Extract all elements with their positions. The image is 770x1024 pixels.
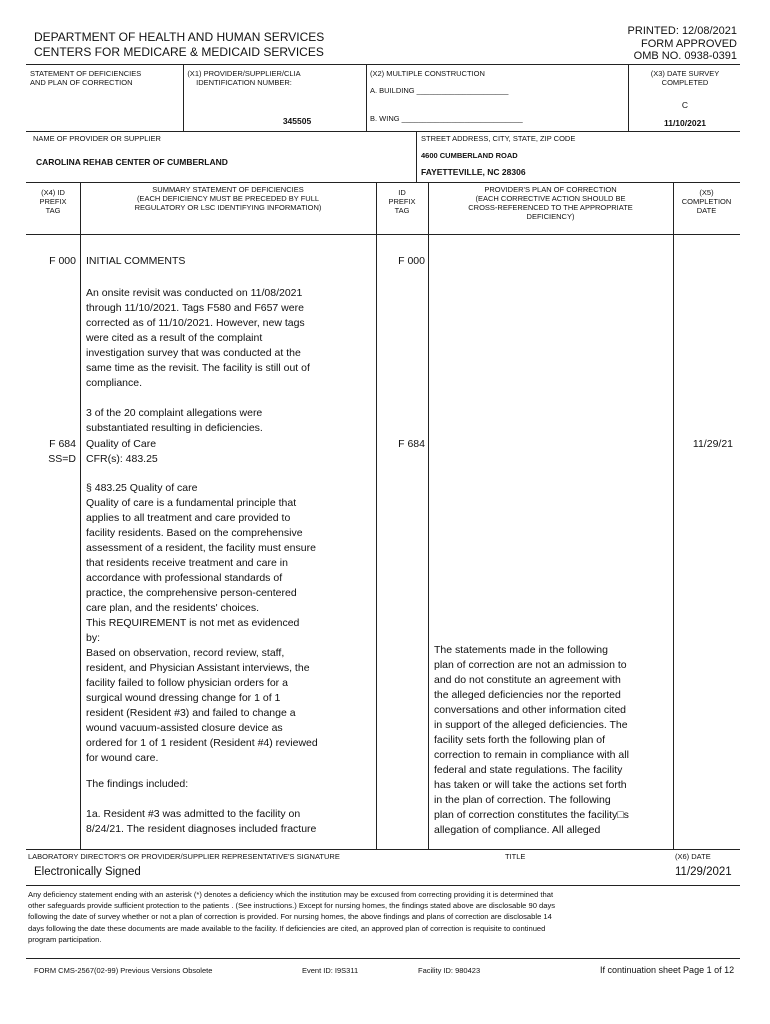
signature-label: LABORATORY DIRECTOR'S OR PROVIDER/SUPPLIER REPRESENTATIVE'S SIGNATURE: [28, 852, 340, 861]
signature-date-label: (X6) DATE: [675, 852, 711, 861]
tag-f000-right: F 000: [398, 255, 425, 267]
signature-date: 11/29/2021: [675, 866, 732, 878]
summary-header: SUMMARY STATEMENT OF DEFICIENCIES (EACH DEFICIENCY MUST BE PRECEDED BY FULL REGULATORY OR LSC IDENTIFYING INFORMATION): [134, 185, 322, 212]
id-prefix-header: ID PREFIX TAG: [388, 188, 416, 215]
building-field: A. BUILDING ______________________: [370, 86, 509, 95]
provider-name: CAROLINA REHAB CENTER OF CUMBERLAND: [36, 157, 228, 167]
findings-heading: The findings included:: [86, 778, 189, 790]
omb-number: OMB NO. 0938-0391: [633, 50, 737, 62]
printed-date: PRINTED: 12/08/2021: [627, 25, 737, 37]
x4-header: (X4) ID PREFIX TAG: [39, 188, 67, 215]
x5-header: (X5) COMPLETION DATE: [681, 188, 732, 215]
tag-f000-left: F 000: [49, 255, 76, 267]
title-label: TITLE: [505, 852, 526, 861]
x1-label: (X1) PROVIDER/SUPPLIER/CLIA IDENTIFICATION NUMBER:: [187, 69, 301, 87]
plan-of-correction-text: The statements made in the following plan of correction are not an admission to and do not constitute an agreement with the alleged deficiencies nor the reported conversations and other information cited in support of the alleged deficiencies. The facility sets forth the following plan of correction to remain in compliance with all federal and state regulations. The facility has taken or will take the actions set forth in the plan of correction. The following plan of correction constitutes the facility□s allegation of compliance. All alleged: [434, 644, 629, 836]
form-info: [628, 25, 737, 63]
tag-f684-left: F 684: [49, 438, 76, 450]
statement-label: STATEMENT OF DEFICIENCIES AND PLAN OF CORRECTION: [30, 69, 142, 87]
department-line-2: CENTERS FOR MEDICARE & MEDICAID SERVICES: [34, 45, 324, 59]
form-approved: FORM APPROVED: [641, 37, 737, 50]
revisit-paragraph: An onsite revisit was conducted on 11/08/2021 through 11/10/2021. Tags F580 and F657 were corrected as of 11/10/2021. However, new tags were cited as a result of the complaint investigation survey that was conducted at the same time as the revisit. The facility is still out of compliance.: [86, 287, 310, 389]
tag-f684-right: F 684: [398, 438, 425, 450]
severity-scope: SS=D: [48, 453, 76, 465]
form-number: FORM CMS-2567(02-99) Previous Versions Obsolete: [34, 966, 213, 975]
complaint-paragraph: 3 of the 20 complaint allegations were substantiated resulting in deficiencies.: [86, 407, 263, 434]
street-address: 4600 CUMBERLAND ROAD: [421, 151, 518, 160]
electronic-signature: Electronically Signed: [34, 866, 141, 878]
continuation-page: If continuation sheet Page 1 of 12: [600, 965, 735, 975]
department-line-1: DEPARTMENT OF HEALTH AND HUMAN SERVICES: [34, 30, 325, 44]
x3-label: (X3) DATE SURVEY COMPLETED: [650, 69, 720, 87]
completion-date-f684: 11/29/21: [692, 438, 733, 450]
cfr-reference: CFR(s): 483.25: [86, 453, 158, 465]
facility-id: Facility ID: 980423: [418, 966, 481, 975]
wing-field: B. WING _____________________________: [370, 114, 523, 123]
city-state-zip: FAYETTEVILLE, NC 28306: [421, 167, 526, 177]
address-label: STREET ADDRESS, CITY, STATE, ZIP CODE: [421, 134, 576, 143]
x2-label: (X2) MULTIPLE CONSTRUCTION: [370, 69, 485, 78]
provider-name-label: NAME OF PROVIDER OR SUPPLIER: [33, 134, 161, 143]
survey-code: C: [681, 100, 689, 110]
disclaimer-text: Any deficiency statement ending with an asterisk (*) denotes a deficiency which the institution may be excused from correcting providing it is determined that other safeguards provide sufficient protection to the patients . (See instructions.) Except for nursing homes, the findings stated above are disclosable 90 days following the date of survey whether or not a plan of correction is provided. For nursing homes, the above findings and plans of correction are disclosable 14 days following the date these documents are made available to the facility. If deficiencies are cited, an approved plan of correction is requisite to continued program participation.: [28, 890, 556, 944]
initial-comments-heading: INITIAL COMMENTS: [86, 255, 186, 267]
regulation-paragraph: § 483.25 Quality of care Quality of care is a fundamental principle that applies to all treatment and care provided to facility residents. Based on the comprehensive assessment of a resident, the facility must ensure that residents receive treatment and care in accordance with professional standards of practice, the comprehensive person-centered care plan, and the residents' choices. This REQUIREMENT is not met as evidenced by: Based on observation, record review, staff, resident, and Physician Assistant interviews, the facility failed to follow physician orders for a surgical wound dressing change for 1 of 1 resident (Resident #3) and failed to change a wound vacuum-assisted closure device as ordered for 1 of 1 resident (Resident #4) reviewed for wound care.: [86, 482, 318, 764]
survey-date: 11/10/2021: [663, 118, 707, 128]
plan-header: PROVIDER'S PLAN OF CORRECTION (EACH CORRECTIVE ACTION SHOULD BE CROSS-REFERENCED TO THE APPROPRIATE DEFICIENCY): [468, 185, 633, 221]
quality-of-care-title: Quality of Care: [86, 438, 157, 450]
provider-number: 345505: [282, 116, 312, 126]
department-title: [34, 30, 324, 60]
event-id: Event ID: I9S311: [302, 966, 359, 975]
resident-3-paragraph: 1a. Resident #3 was admitted to the facility on 8/24/21. The resident diagnoses included fracture: [86, 808, 317, 835]
